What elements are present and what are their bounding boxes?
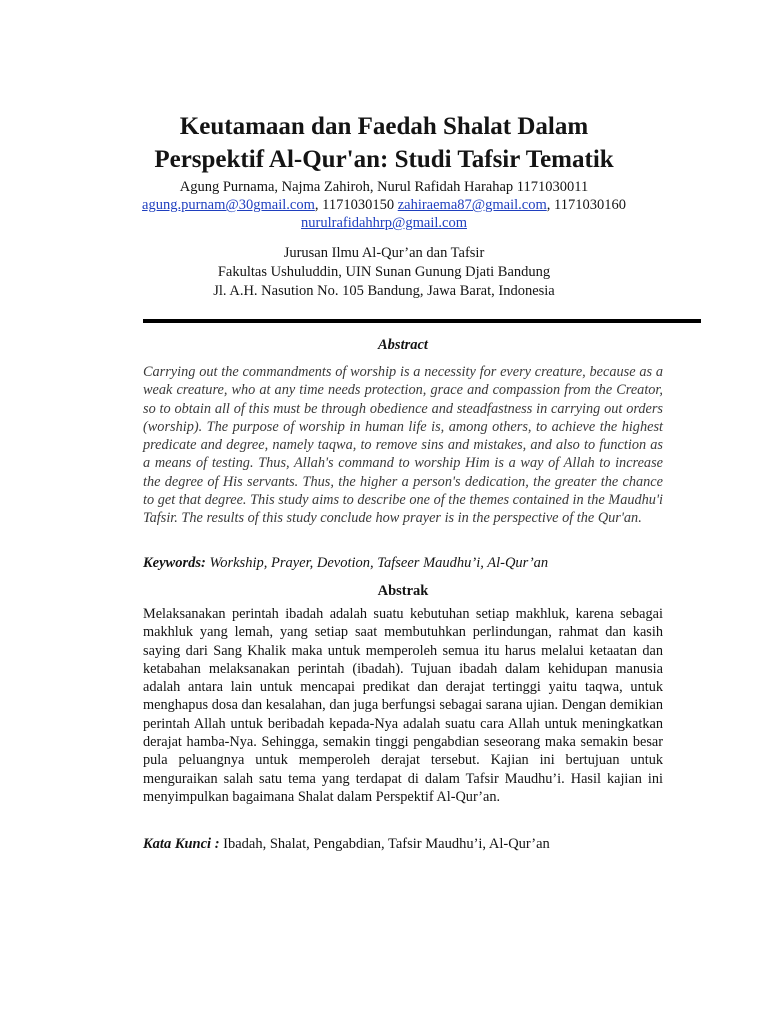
- title-line-1: Keutamaan dan Faedah Shalat Dalam: [179, 113, 589, 140]
- author-block: [60, 178, 708, 232]
- emails-line-2: [60, 214, 708, 232]
- student-id-2: , 1171030150: [314, 197, 398, 213]
- affiliation-faculty: Fakultas Ushuluddin, UIN Sunan Gunung Djati Bandung: [217, 264, 551, 280]
- kata-kunci-line: [143, 835, 683, 853]
- header-divider: [143, 319, 701, 323]
- paper-title: [60, 110, 708, 176]
- affiliation-department: Jurusan Ilmu Al-Qur’an dan Tafsir: [283, 245, 485, 261]
- abstrak-text: Melaksanakan perintah ibadah adalah suatu kebutuhan setiap makhluk, karena sebagai makhluk yang lemah, yang setiap saat membutuhkan perlindungan, rahmat dan kasih saying dari Sang Khalik maka untuk memperoleh semua itu harus melalui ketaatan dan ketabahan melaksanakan perintah (ibadah). Tujuan ibadah dalam kehidupan manusia adalah antara lain untuk mencapai predikat dan derajat tertinggi yaitu taqwa, untuk menghapus dosa dan kesalahan, dan juga berfungsi sebagai sarana ujian. Dengan demikian perintah Allah untuk beribadah kepada-Nya adalah suatu cara Allah untuk meningkatkan derajat hamba-Nya. Sehingga, semakin tinggi pengabdian seseorang maka semakin besar pula peluangnya untuk memperoleh derajat tersebut. Kajian ini bertujuan untuk menguraikan salah satu tema yang terdapat di dalam Tafsir Maudhu’i. Hasil kajian ini menyimpulkan bagaimana Shalat dalam Perspektif Al-Qur’an.: [143, 606, 663, 805]
- emails-line: [60, 196, 708, 214]
- affiliation-block: [60, 244, 708, 301]
- email-link-2[interactable]: zahiraema87@gmail.com: [397, 197, 547, 213]
- authors-line: Agung Purnama, Najma Zahiroh, Nurul Rafidah Harahap 1171030011: [179, 179, 589, 195]
- email-link-1[interactable]: agung.purnam@30gmail.com: [142, 197, 315, 213]
- keywords-line: [143, 554, 683, 572]
- email-link-3[interactable]: nurulrafidahhrp@gmail.com: [301, 215, 467, 231]
- keywords-label: Keywords:: [143, 555, 206, 571]
- abstract-text: Carrying out the commandments of worship is a necessity for every creature, because as a weak creature, who at any time needs protection, grace and compassion from the Creator, so to obtain all of this must be through obedience and steadfastness in carrying out orders (worship). The purpose of worship in human life is, among others, to achieve the highest predicate and degree, namely taqwa, to remove sins and mistakes, and also to function as a means of testing. Thus, Allah's command to worship Him is a way of Allah to increase the degree of His servants. Thus, the higher a person's dedication, the greater the chance to get that degree. This study aims to describe one of the themes contained in the Maudhu'i Tafsir. The results of this study conclude how prayer is in the perspective of the Qur'an.: [143, 364, 663, 527]
- affiliation-address: Jl. A.H. Nasution No. 105 Bandung, Jawa Barat, Indonesia: [213, 283, 555, 299]
- abstrak-heading: Abstrak: [377, 583, 429, 599]
- student-id-3: , 1171030160: [546, 197, 626, 213]
- title-line-2: Perspektif Al-Qur'an: Studi Tafsir Tematik: [154, 146, 614, 173]
- keywords-values: Workship, Prayer, Devotion, Tafseer Maudhu’i, Al-Qur’an: [205, 555, 549, 571]
- kata-kunci-values: Ibadah, Shalat, Pengabdian, Tafsir Maudhu’i, Al-Qur’an: [219, 836, 550, 852]
- abstract-heading: Abstract: [378, 337, 428, 353]
- kata-kunci-label: Kata Kunci :: [143, 836, 220, 852]
